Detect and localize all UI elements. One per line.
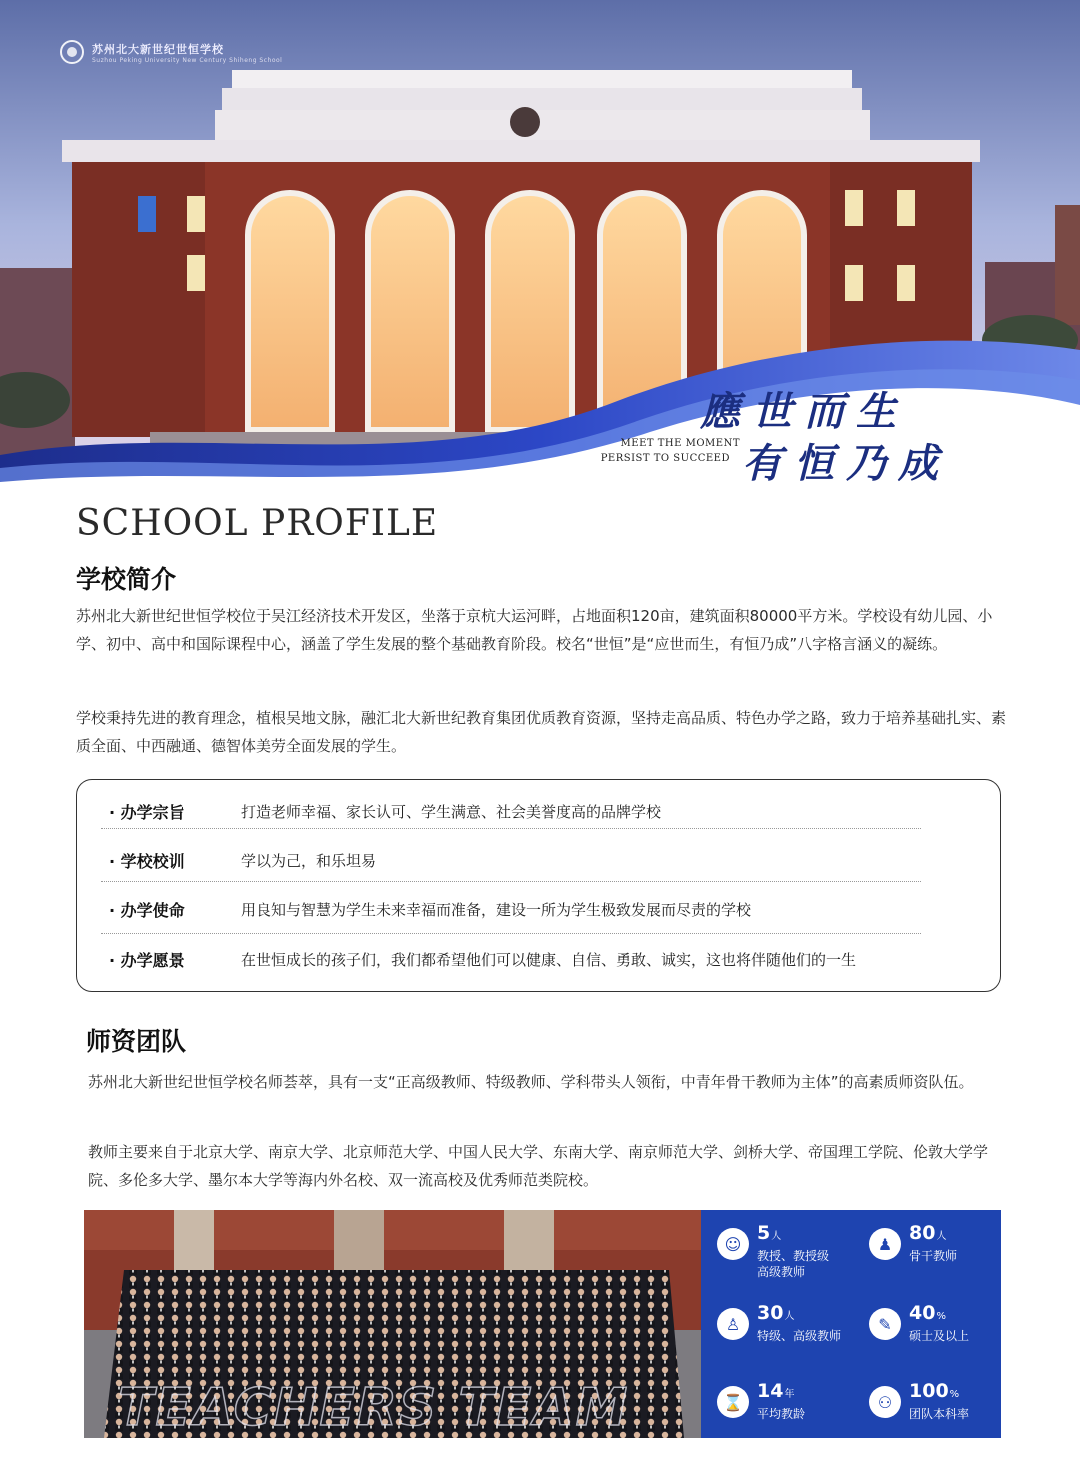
info-row-mission (101, 884, 921, 934)
stat-senior-teachers (717, 1302, 841, 1344)
stat-label: 硕士及以上 (909, 1329, 970, 1343)
stat-number: 80 (909, 1222, 936, 1244)
motto-cn-line1: 應世而生 (700, 388, 908, 435)
logo-name-cn: 苏州北大新世纪世恒学校 (92, 42, 224, 56)
stat-unit: 年 (784, 1389, 795, 1400)
stat-unit: % (949, 1389, 960, 1400)
info-value: 打造老师幸福、家长认可、学生满意、社会美誉度高的品牌学校 (241, 802, 662, 821)
school-logo (60, 40, 282, 64)
stat-number: 14 (757, 1380, 784, 1402)
stat-unit: % (936, 1311, 946, 1322)
professor-icon: ☺ (717, 1228, 749, 1260)
motto-english (590, 436, 740, 466)
stat-label: 团队本科率 (909, 1407, 970, 1421)
profile-paragraph-2: 学校秉持先进的教育理念，植根吴地文脉，融汇北大新世纪教育集团优质教育资源，坚持走高品质、特色办学之路，致力于培养基础扎实、素质全面、中西融通、德智体美劳全面发展的学生。 (76, 709, 1007, 755)
info-label: · 办学宗旨 (109, 802, 185, 822)
info-value: 学以为己，和乐坦易 (241, 851, 377, 870)
dotted-divider (101, 881, 921, 882)
stat-teaching-years (717, 1380, 805, 1422)
profile-title-en: SCHOOL PROFILE (76, 503, 439, 544)
info-label: · 学校校训 (109, 851, 185, 871)
stat-label: 特级、高级教师 (757, 1329, 842, 1343)
profile-title-cn: 学校简介 (76, 565, 177, 594)
motto-cn-line2: 有恒乃成 (742, 440, 950, 487)
stat-number: 40 (909, 1302, 936, 1324)
hero-banner (0, 0, 1080, 500)
faculty-paragraph-2: 教师主要来自于北京大学、南京大学、北京师范大学、中国人民大学、东南大学、南京师范大学、剑桥大学、帝国理工学院、伦敦大学学院、多伦多大学、墨尔本大学等海内外名校、双一流高校及优秀师范类院校。 (88, 1143, 989, 1189)
info-label: · 办学使命 (109, 900, 185, 920)
dotted-divider (101, 828, 921, 829)
info-value: 用良知与智慧为学生未来幸福而准备，建设一所为学生极致发展而尽责的学校 (241, 900, 752, 919)
stat-unit: 人 (771, 1231, 782, 1242)
stat-number: 5 (757, 1222, 771, 1244)
stat-unit: 人 (784, 1311, 795, 1322)
stat-masters (869, 1302, 969, 1344)
motto-en-line2: PERSIST TO SUCCEED (600, 453, 730, 464)
stat-label: 教授、教授级高级教师 (757, 1249, 830, 1279)
faculty-stats-panel (701, 1210, 1001, 1438)
stat-label: 骨干教师 (909, 1249, 958, 1263)
logo-icon (60, 40, 84, 64)
faculty-title: 师资团队 (86, 1027, 187, 1056)
stat-number: 30 (757, 1302, 784, 1324)
stat-label: 平均教龄 (757, 1407, 806, 1421)
stat-professors (717, 1222, 839, 1280)
info-row-motto (101, 835, 921, 885)
motto-en-line1: MEET THE MOMENT (620, 438, 740, 449)
faculty-paragraph-1: 苏州北大新世纪世恒学校名师荟萃，具有一支“正高级教师、特级教师、学科带头人领衔，中青年骨干教师为主体”的高素质师资队伍。 (88, 1073, 974, 1091)
logo-name-en: Suzhou Peking University New Century Shiheng School (92, 56, 283, 64)
stat-bachelor-rate (869, 1380, 969, 1422)
school-philosophy-box (76, 779, 1001, 992)
stat-unit: 人 (936, 1231, 947, 1242)
team-icon: ⚇ (869, 1386, 901, 1418)
senior-teacher-icon: ♙ (717, 1308, 749, 1340)
stat-key-teachers (869, 1222, 957, 1264)
info-value: 在世恒成长的孩子们，我们都希望他们可以健康、自信、勇敢、诚实，这也将伴随他们的一生 (241, 950, 857, 969)
profile-paragraph-1: 苏州北大新世纪世恒学校位于吴江经济技术开发区，坐落于京杭大运河畔，占地面积120亩，建筑面积80000平方米。学校设有幼儿园、小学、初中、高中和国际课程中心，涵盖了学生发展的整个基础教育阶段。校名“世恒”是“应世而生，有恒乃成”八字格言涵义的凝练。 (76, 607, 993, 653)
teachers-group-photo (84, 1210, 701, 1438)
info-row-vision (101, 934, 921, 984)
teacher-icon: ♟ (869, 1228, 901, 1260)
stat-number: 100 (909, 1380, 949, 1402)
info-label: · 办学愿景 (109, 950, 185, 970)
experience-icon: ⌛ (717, 1386, 749, 1418)
school-building-image (0, 0, 1080, 500)
graduation-cap-icon: ✎ (869, 1308, 901, 1340)
teachers-team-caption: TEACHERS TEAM (118, 1378, 630, 1438)
